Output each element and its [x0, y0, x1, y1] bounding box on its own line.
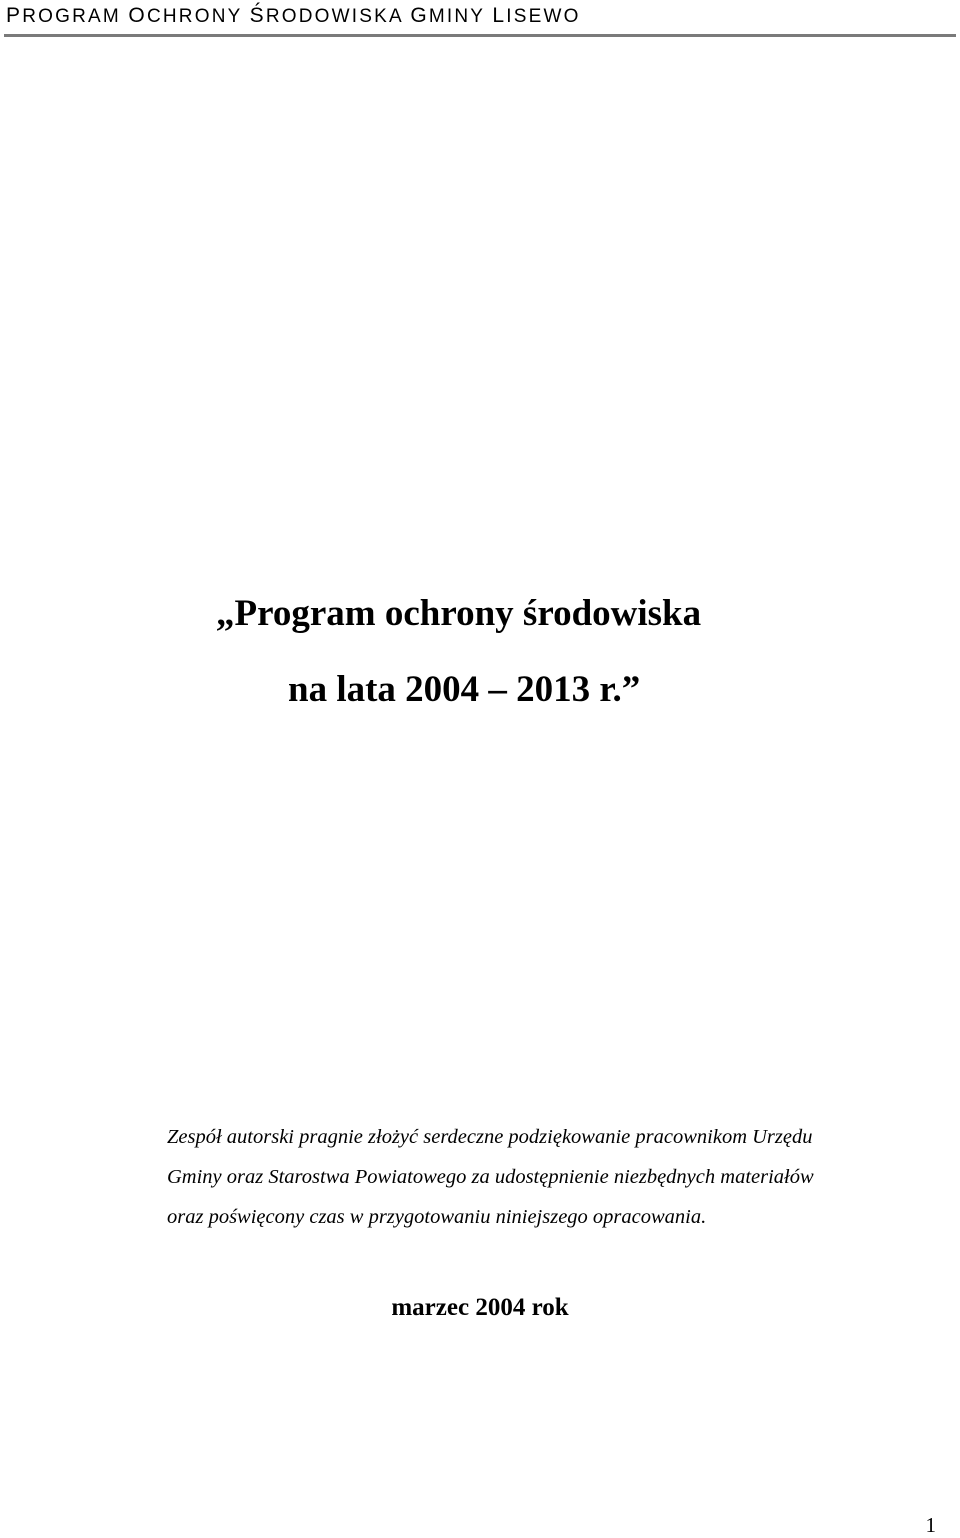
header-word: GMINY	[410, 4, 485, 27]
header-word: LISEWO	[492, 4, 581, 27]
running-header	[6, 4, 581, 28]
document-date: marzec 2004 rok	[391, 1294, 569, 1321]
page-number: 1	[925, 1513, 936, 1537]
acknowledgement-paragraph	[167, 1117, 937, 1237]
header-word: PROGRAM	[6, 4, 121, 27]
header-word: ŚRODOWISKA	[249, 4, 403, 27]
header-divider	[4, 34, 956, 37]
acknowledgement-line: Gminy oraz Starostwa Powiatowego za udostępnienie niezbędnych materiałów	[167, 1166, 814, 1188]
acknowledgement-line: Zespół autorski pragnie złożyć serdeczne podziękowanie pracownikom Urzędu	[167, 1126, 813, 1148]
document-title-line-1: „Program ochrony środowiska	[216, 593, 702, 634]
acknowledgement-line: oraz poświęcony czas w przygotowaniu niniejszego opracowania.	[167, 1206, 707, 1228]
header-word: OCHRONY	[128, 4, 243, 27]
document-title-line-2: na lata 2004 – 2013 r.”	[288, 669, 641, 710]
